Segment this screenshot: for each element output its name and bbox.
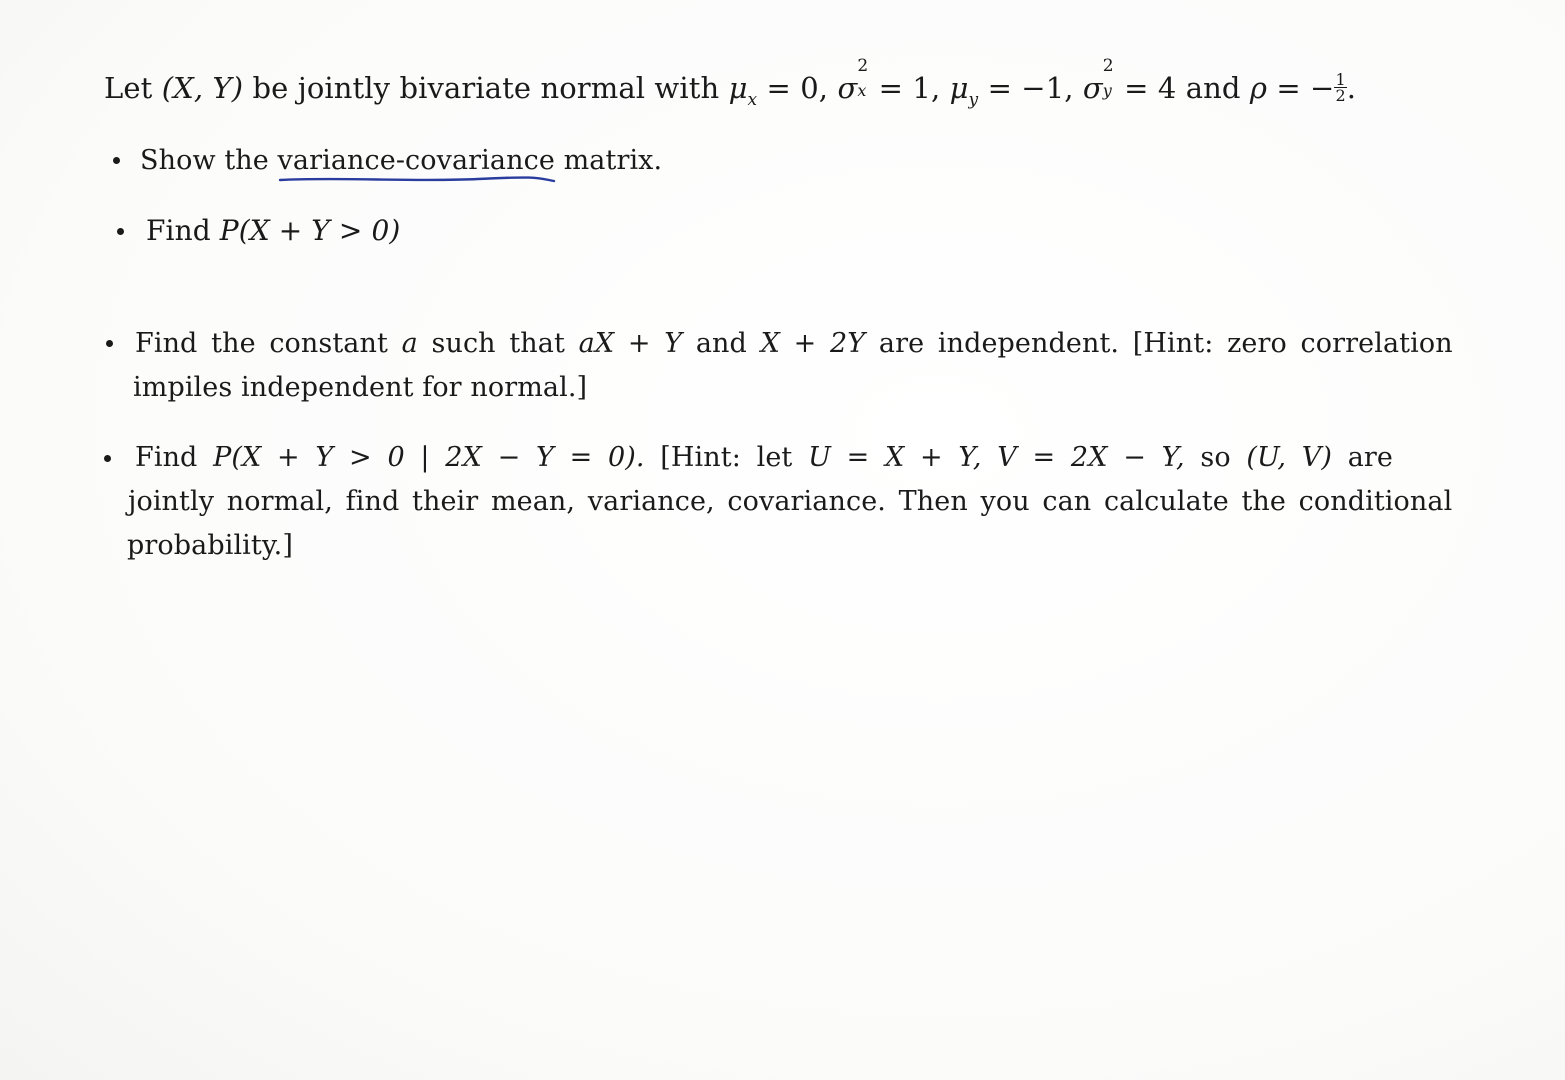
sigma-y-superscript: 2	[1102, 56, 1114, 76]
mu-x-symbol: μ	[728, 71, 748, 105]
rho-symbol: ρ	[1249, 71, 1268, 105]
bullet-2	[117, 228, 124, 235]
sigma-x-symbol: σ	[837, 71, 858, 105]
pen-underline-mark	[278, 174, 558, 186]
item-4-text-2: [Hint: let	[644, 442, 809, 473]
mu-y-value: = −1,	[978, 71, 1083, 105]
sigma-y-value: = 4	[1114, 71, 1177, 105]
item-3-expr-2: X + 2Y	[760, 328, 866, 359]
intro-text-1: Let	[104, 71, 162, 105]
item-4-text-4: are	[1332, 442, 1393, 473]
sigma-x-subscript: x	[857, 81, 867, 100]
item-4-line-2	[128, 484, 1452, 520]
item-4-math-1: P(X + Y > 0 | 2X − Y = 0).	[213, 442, 645, 473]
item-3-expr-1: aX + Y	[578, 328, 683, 359]
item-4-line-3	[127, 528, 293, 564]
rho-value: = −	[1267, 71, 1335, 105]
item-3-text-3: and	[682, 328, 761, 359]
rho-fraction	[1334, 69, 1346, 105]
sigma-y-scripts	[1102, 56, 1115, 100]
rho-denominator: 2	[1335, 85, 1346, 105]
item-2-math: P(X + Y > 0)	[219, 214, 401, 247]
item-4-text-1: Find	[135, 442, 214, 473]
intro-line	[104, 56, 1357, 110]
intro-end: .	[1346, 71, 1357, 105]
sigma-y-subscript: y	[1102, 81, 1112, 100]
item-4-math-2: U = X + Y, V = 2X − Y,	[808, 442, 1185, 473]
intro-text-2: be jointly bivariate normal with	[243, 71, 729, 105]
item-3-text-2: such that	[417, 328, 579, 359]
mu-x-value: = 0,	[757, 71, 838, 105]
sigma-x-superscript: 2	[857, 56, 869, 76]
item-3-text-4: are independent. [Hint: zero correlation	[865, 328, 1453, 359]
item-1-text-1: Show the	[140, 145, 278, 176]
item-1-underlined: variance-covariance	[277, 145, 555, 176]
item-3-line-2	[133, 370, 587, 406]
bullet-1	[113, 157, 120, 164]
mu-x-subscript: x	[747, 89, 758, 110]
sigma-y-symbol: σ	[1082, 71, 1103, 105]
bullet-3	[106, 340, 113, 347]
mu-y-subscript: y	[968, 89, 979, 110]
sigma-x-value: = 1,	[869, 71, 950, 105]
sigma-x-scripts	[857, 56, 869, 100]
item-2-text-1: Find	[146, 214, 220, 247]
intro-pair: (X, Y)	[161, 71, 244, 105]
item-3-text-1: Find the constant	[135, 328, 402, 359]
rho-numerator: 1	[1335, 69, 1346, 89]
item-1-text-2: matrix.	[554, 145, 663, 176]
intro-and: and	[1176, 71, 1250, 105]
item-4-line-1	[135, 440, 1393, 476]
item-3-line-2-text: impiles independent for normal.]	[133, 372, 588, 403]
item-4-math-3: (U, V)	[1246, 442, 1333, 473]
item-4-text-3: so	[1184, 442, 1247, 473]
item-4-line-2-text: jointly normal, find their mean, variance, covariance. Then you can calculate the conditional	[128, 486, 1453, 517]
mu-y-symbol: μ	[949, 71, 969, 105]
item-4-line-3-text: probability.]	[127, 530, 293, 561]
item-2-line	[146, 213, 400, 249]
item-3-constant-a: a	[401, 328, 418, 359]
bullet-4	[104, 455, 111, 462]
item-3-line-1	[135, 326, 1453, 362]
